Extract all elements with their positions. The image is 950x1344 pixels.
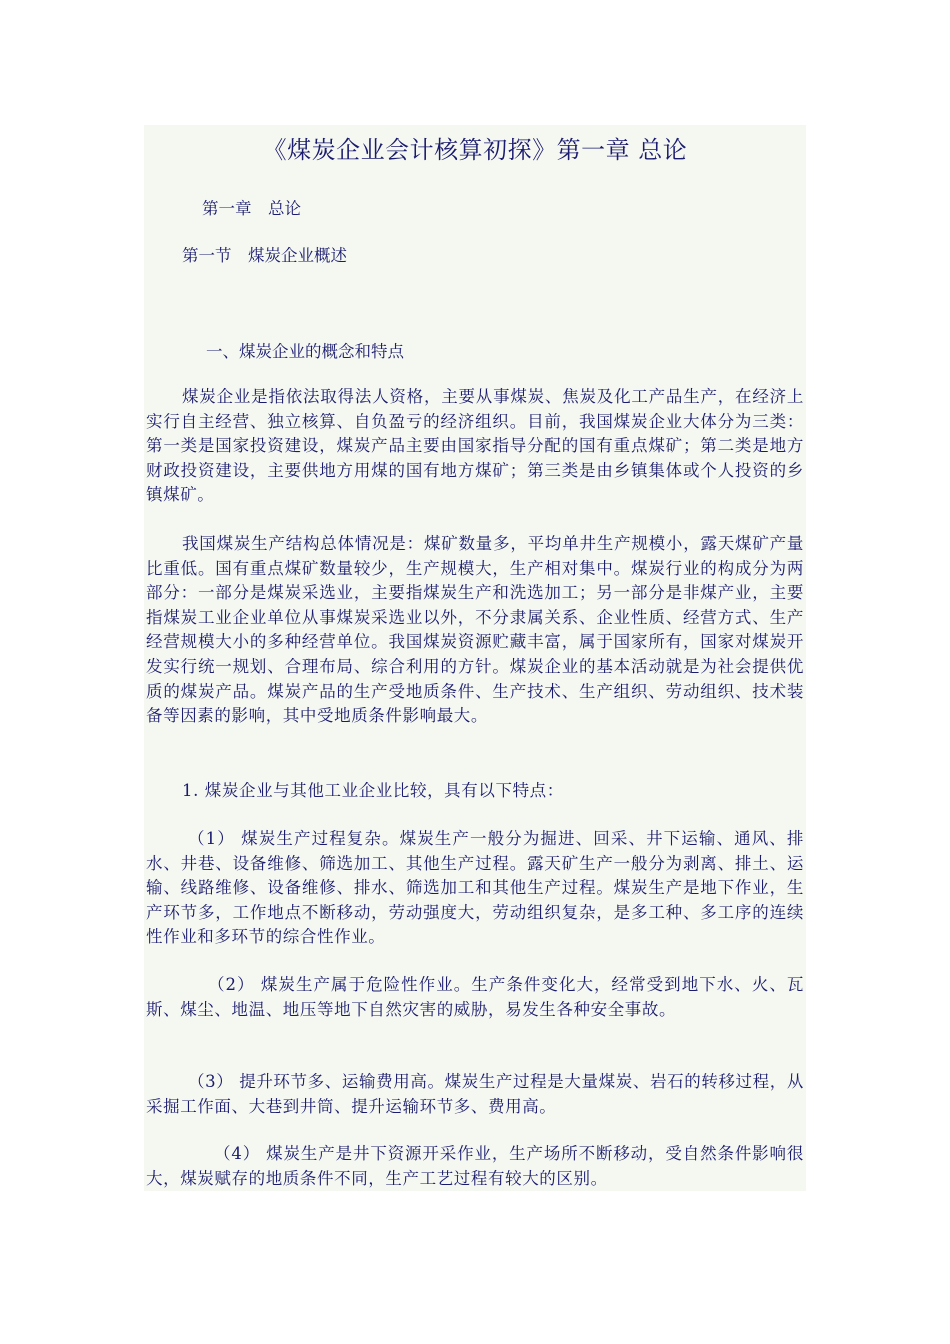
paragraph-features-intro: 1. 煤炭企业与其他工业企业比较，具有以下特点： <box>182 781 564 800</box>
chapter-heading: 第一章 总论 <box>202 199 301 218</box>
paragraph-feature-3: （3） 提升环节多、运输费用高。煤炭生产过程是大量煤炭、岩石的转移过程，从采掘工作面、大巷到井筒、提升运输环节多、费用高。 <box>146 1072 804 1116</box>
section-heading: 第一节 煤炭企业概述 <box>182 246 347 265</box>
document-title: 《煤炭企业会计核算初探》第一章 总论 <box>262 136 688 164</box>
document-page <box>144 125 806 1191</box>
paragraph-production-structure: 我国煤炭生产结构总体情况是：煤矿数量多，平均单井生产规模小，露天煤矿产量比重低。国有重点煤矿数量较少，生产规模大，生产相对集中。煤炭行业的构成分为两部分：一部分是煤炭采选业，主要指煤炭生产和洗选加工；另一部分是非煤产业，主要指煤炭工业企业单位从事煤炭采选业以外，不分隶属关系、企业性质、经营方式、生产经营规模大小的多种经营单位。我国煤炭资源贮藏丰富，属于国家所有，国家对煤炭开发实行统一规划、合理布局、综合利用的方针。煤炭企业的基本活动就是为社会提供优质的煤炭产品。煤炭产品的生产受地质条件、生产技术、生产组织、劳动组织、技术装备等因素的影响，其中受地质条件影响最大。 <box>146 534 804 726</box>
paragraph-feature-1: （1） 煤炭生产过程复杂。煤炭生产一般分为掘进、回采、井下运输、通风、排水、井巷、设备维修、筛选加工、其他生产过程。露天矿生产一般分为剥离、排土、运输、线路维修、设备维修、排水、筛选加工和其他生产过程。煤炭生产是地下作业，生产环节多，工作地点不断移动，劳动强度大，劳动组织复杂，是多工种、多工序的连续性作业和多环节的综合性作业。 <box>146 829 804 947</box>
subsection-heading: 一、煤炭企业的概念和特点 <box>206 342 404 361</box>
paragraph-enterprise-definition: 煤炭企业是指依法取得法人资格，主要从事煤炭、焦炭及化工产品生产，在经济上实行自主经营、独立核算、自负盈亏的经济组织。目前，我国煤炭企业大体分为三类：第一类是国家投资建设，煤炭产品主要由国家指导分配的国有重点煤矿；第二类是地方财政投资建设，主要供地方用煤的国有地方煤矿；第三类是由乡镇集体或个人投资的乡镇煤矿。 <box>146 387 804 505</box>
paragraph-feature-2: （2） 煤炭生产属于危险性作业。生产条件变化大，经常受到地下水、火、瓦斯、煤尘、地温、地压等地下自然灾害的威胁，易发生各种安全事故。 <box>146 975 804 1019</box>
paragraph-feature-4: （4） 煤炭生产是井下资源开采作业，生产场所不断移动，受自然条件影响很大，煤炭赋存的地质条件不同，生产工艺过程有较大的区别。 <box>146 1144 804 1188</box>
